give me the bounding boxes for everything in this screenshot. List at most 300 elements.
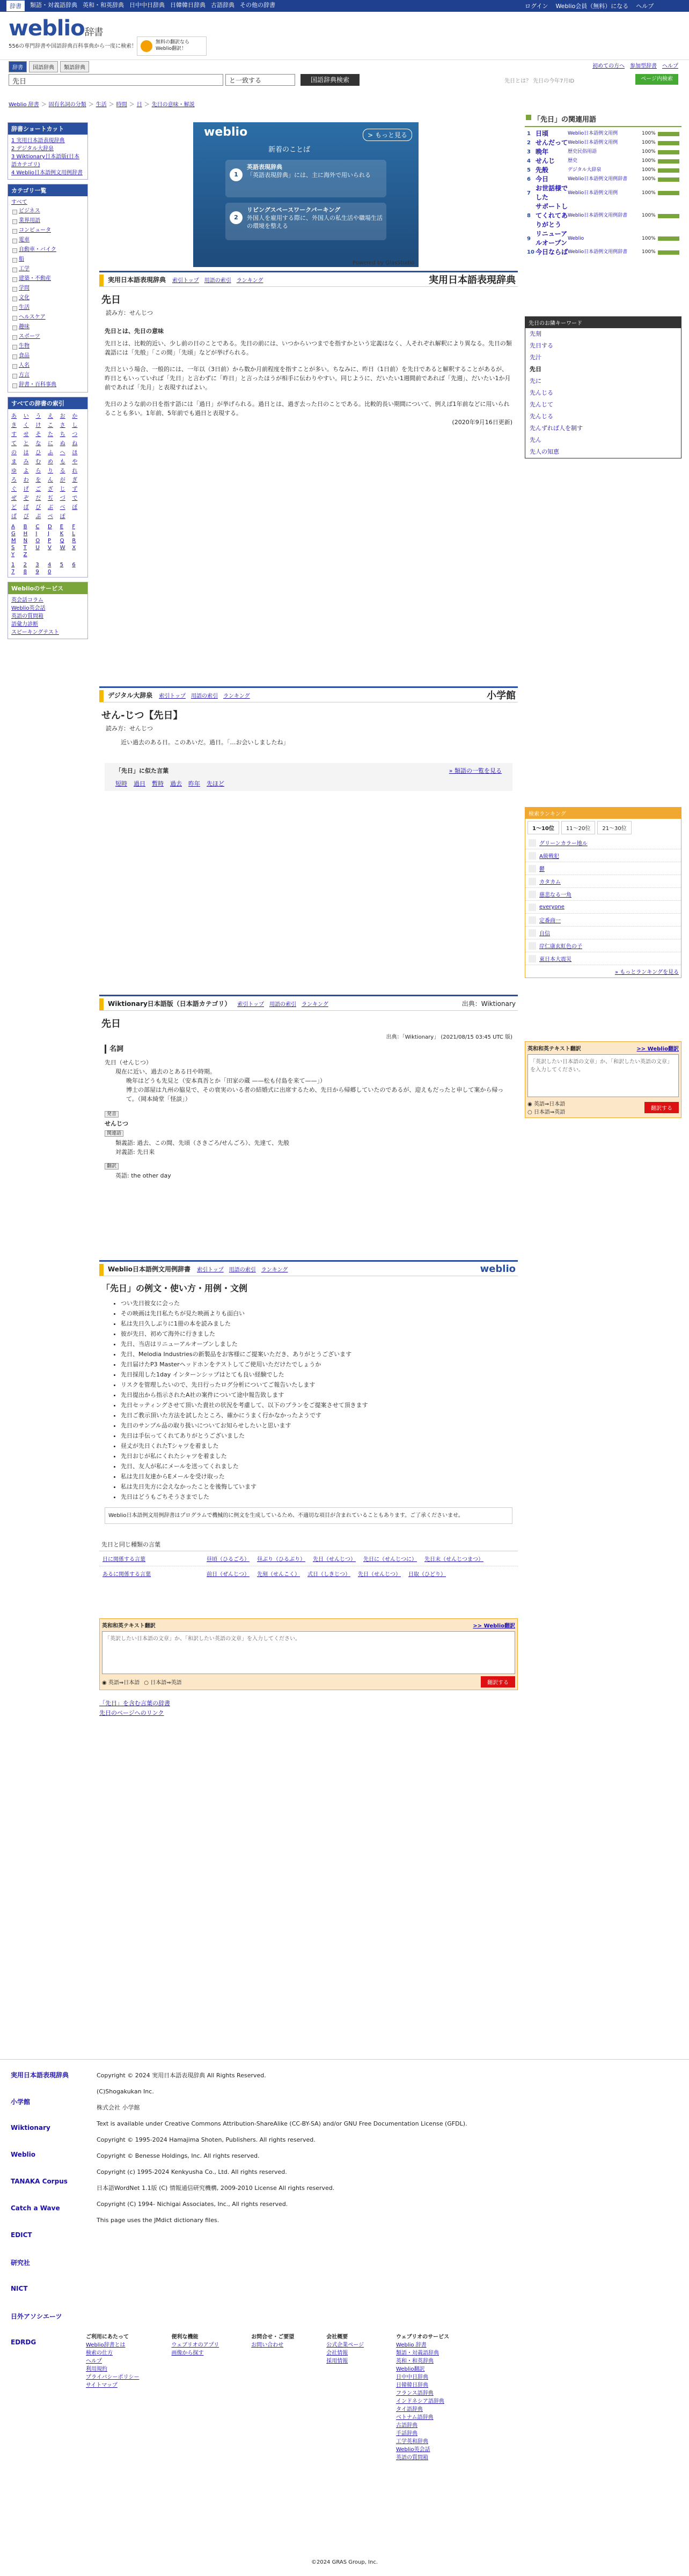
breadcrumb-item[interactable]: Weblio 辞書: [9, 102, 39, 108]
near-word[interactable]: 式日（しきじつ）: [307, 1572, 350, 1578]
num-index-link[interactable]: 0: [47, 569, 52, 575]
kana-index-link[interactable]: ゆ: [11, 468, 17, 474]
category-all[interactable]: すべて: [11, 199, 27, 205]
radio-ja-en[interactable]: ○ 日本語⇒英語: [527, 1109, 566, 1115]
footer-column-link[interactable]: Weblio辞書とは: [86, 2342, 126, 2348]
footer-logo[interactable]: Weblio: [11, 2151, 36, 2158]
related-word[interactable]: 今日ならば: [536, 248, 568, 256]
category-item[interactable]: 自動車・バイク: [11, 245, 84, 255]
keyword-item[interactable]: 先日: [530, 366, 541, 373]
search-input[interactable]: 先日: [9, 74, 223, 86]
alpha-index-link[interactable]: P: [47, 538, 52, 544]
kana-index-link[interactable]: ぜ: [11, 495, 17, 501]
near-word[interactable]: 昼頃（ひるごろ）: [207, 1557, 250, 1563]
kana-index-link[interactable]: お: [60, 413, 65, 419]
kana-index-link[interactable]: じ: [60, 486, 65, 492]
kana-index-link[interactable]: ぶ: [47, 505, 53, 510]
weblio-logo[interactable]: weblio辞書: [9, 16, 103, 41]
related-source[interactable]: Weblio日本語例文用例辞書: [568, 213, 628, 218]
category-item[interactable]: 学問: [11, 284, 84, 293]
kana-index-link[interactable]: ぽ: [60, 514, 65, 520]
related-word[interactable]: お世話様でした: [536, 184, 568, 201]
ranking-word[interactable]: 慈悲なる一角: [539, 892, 571, 898]
footer-column-link[interactable]: 公式企業ページ: [326, 2342, 364, 2348]
alpha-index-link[interactable]: H: [23, 531, 28, 537]
alpha-index-link[interactable]: M: [11, 538, 16, 544]
ranking-link[interactable]: ランキング: [261, 1267, 288, 1273]
related-item[interactable]: [527, 157, 679, 166]
translate-button[interactable]: 翻訳する: [644, 1102, 679, 1113]
footer-logo[interactable]: 小学館: [11, 2098, 31, 2106]
category-item[interactable]: 方言: [11, 371, 84, 380]
index-top-link[interactable]: 索引トップ: [159, 693, 186, 699]
kana-index-link[interactable]: は: [23, 450, 29, 456]
near-word[interactable]: 先刻（せんこく）: [257, 1572, 300, 1578]
alpha-index-link[interactable]: U: [35, 545, 40, 551]
top-right-link[interactable]: ログイン: [525, 3, 548, 10]
footer-column-link[interactable]: お問い合わせ: [251, 2342, 284, 2348]
related-word[interactable]: リニューアルオープン: [536, 230, 568, 247]
ranking-link[interactable]: ランキング: [236, 277, 263, 284]
category-item[interactable]: 趣味: [11, 322, 84, 332]
ranking-tab[interactable]: 11〜20位: [561, 821, 595, 834]
page-search-button[interactable]: ページ内検索: [635, 74, 678, 85]
top-nav-item[interactable]: 辞書: [6, 1, 25, 11]
footer-column-link[interactable]: 利用規約: [86, 2366, 107, 2372]
kana-index-link[interactable]: く: [23, 423, 29, 428]
translate-textarea[interactable]: 「英訳したい日本語の文章」か、「和訳したい英語の文章」を入力してください。: [527, 1054, 679, 1097]
kana-index-link[interactable]: に: [47, 441, 53, 447]
kana-index-link[interactable]: ん: [47, 477, 53, 483]
footer-link[interactable]: 「先日」を含む言葉の辞書: [99, 1700, 170, 1707]
near-word[interactable]: 日取（ひどり）: [408, 1572, 446, 1578]
kana-index-link[interactable]: る: [60, 468, 65, 474]
category-item[interactable]: ビジネス: [11, 206, 84, 216]
footer-column-link[interactable]: Weblio翻訳: [396, 2366, 425, 2372]
ranking-word[interactable]: everyone: [539, 904, 565, 910]
kana-index-link[interactable]: つ: [72, 432, 78, 438]
alpha-index-link[interactable]: F: [72, 524, 76, 530]
term-index-link[interactable]: 用語の索引: [204, 277, 231, 284]
service-link[interactable]: Weblio英会話: [11, 605, 46, 611]
kana-index-link[interactable]: や: [72, 459, 78, 465]
search-button[interactable]: 国語辞典検索: [300, 74, 360, 86]
related-word[interactable]: 先般: [536, 166, 549, 174]
kana-index-link[interactable]: む: [35, 459, 41, 465]
breadcrumb-item[interactable]: 固有名詞の分類: [48, 102, 86, 108]
category-item[interactable]: 食品: [11, 351, 84, 361]
alpha-index-link[interactable]: E: [60, 524, 63, 530]
footer-logo[interactable]: EDICT: [11, 2231, 32, 2239]
kana-index-link[interactable]: ぷ: [35, 514, 41, 520]
kana-index-link[interactable]: ひ: [35, 450, 41, 456]
alpha-index-link[interactable]: B: [23, 524, 27, 530]
near-word[interactable]: 先日末（せんじつまつ）: [424, 1557, 483, 1563]
related-word[interactable]: 今日: [536, 175, 549, 183]
footer-column-link[interactable]: 工学英和辞典: [396, 2439, 429, 2445]
kana-index-link[interactable]: も: [60, 459, 65, 465]
category-item[interactable]: 電車: [11, 235, 84, 245]
footer-logo[interactable]: 研究社: [11, 2259, 31, 2267]
ranking-item[interactable]: [525, 849, 681, 862]
radio-en-ja[interactable]: ◉ 英語⇒日本語: [102, 1680, 140, 1686]
related-item[interactable]: [527, 166, 679, 175]
search-tab[interactable]: 国語辞典: [29, 61, 58, 72]
footer-logo[interactable]: TANAKA Corpus: [11, 2178, 68, 2185]
kana-index-link[interactable]: ふ: [47, 450, 53, 456]
footer-logo[interactable]: Catch a Wave: [11, 2204, 60, 2212]
alpha-index-link[interactable]: X: [72, 545, 76, 551]
related-word[interactable]: せんじ: [536, 157, 555, 165]
alpha-index-link[interactable]: T: [23, 545, 27, 551]
kana-index-link[interactable]: き: [11, 423, 17, 428]
kana-index-link[interactable]: ほ: [72, 450, 78, 456]
kana-index-link[interactable]: て: [11, 441, 17, 447]
search-help-link[interactable]: 参加型辞書: [630, 63, 657, 69]
breadcrumb-item[interactable]: 生活: [96, 102, 107, 108]
kana-index-link[interactable]: ぺ: [47, 514, 53, 520]
near-word[interactable]: 昼ぶり（ひるぶり）: [257, 1557, 305, 1563]
ranking-link[interactable]: ランキング: [223, 693, 250, 699]
ad-banner[interactable]: [193, 122, 419, 267]
related-item[interactable]: [527, 138, 679, 147]
translate-link[interactable]: >> Weblio翻訳: [473, 1623, 515, 1629]
footer-column-link[interactable]: 手話辞典: [396, 2431, 418, 2437]
service-link[interactable]: 英語の質問箱: [11, 613, 43, 619]
category-item[interactable]: 生活: [11, 303, 84, 313]
kana-index-link[interactable]: が: [60, 477, 65, 483]
breadcrumb-item[interactable]: 先日の意味・解説: [151, 102, 195, 108]
kana-index-link[interactable]: な: [35, 441, 41, 447]
related-item[interactable]: [527, 175, 679, 184]
kana-index-link[interactable]: ご: [35, 486, 41, 492]
category-item[interactable]: 文化: [11, 293, 84, 303]
alpha-index-link[interactable]: O: [35, 538, 40, 544]
related-word[interactable]: サポートしてくれてありがとう: [536, 203, 568, 228]
num-index-link[interactable]: 5: [60, 562, 64, 568]
ranking-word[interactable]: A級戦犯: [539, 854, 559, 860]
top-nav-item[interactable]: 日中中日辞典: [129, 2, 165, 9]
alpha-index-link[interactable]: N: [23, 538, 28, 544]
footer-column-link[interactable]: 英和・和英辞典: [396, 2358, 434, 2364]
near-word[interactable]: 先日に（せんじつに）: [363, 1557, 417, 1563]
ranking-word[interactable]: 岸仁康玄虹色の子: [539, 944, 582, 950]
kana-index-link[interactable]: ぞ: [23, 495, 29, 501]
kana-index-link[interactable]: ね: [72, 441, 78, 447]
ranking-item[interactable]: [525, 952, 681, 965]
top-right-link[interactable]: ヘルプ: [636, 3, 654, 10]
alpha-index-link[interactable]: S: [11, 545, 15, 551]
top-nav-item[interactable]: 英和・和英辞典: [83, 2, 124, 9]
shortcut-item[interactable]: 4 Weblio日本語例文用例辞書: [11, 170, 83, 176]
related-source[interactable]: Weblio日本語例文用例: [568, 190, 618, 196]
keyword-item[interactable]: 先刻: [530, 330, 541, 337]
index-top-link[interactable]: 索引トップ: [197, 1267, 224, 1273]
kana-index-link[interactable]: ろ: [11, 477, 17, 483]
kana-index-link[interactable]: だ: [35, 495, 41, 501]
keyword-item[interactable]: 先んじて: [530, 401, 553, 408]
num-index-link[interactable]: 3: [35, 562, 39, 568]
ranking-item[interactable]: [525, 939, 681, 952]
related-source[interactable]: Weblio日本語例文用例辞書: [568, 176, 628, 182]
term-index-link[interactable]: 用語の索引: [229, 1267, 256, 1273]
ranking-tab[interactable]: 1〜10位: [527, 821, 559, 834]
translate-button[interactable]: 翻訳する: [481, 1676, 515, 1687]
kana-index-link[interactable]: り: [47, 468, 53, 474]
kana-index-link[interactable]: さ: [60, 423, 65, 428]
category-item[interactable]: 業界用語: [11, 216, 84, 226]
ranking-word[interactable]: グリーンカラー地ル: [539, 841, 588, 847]
similar-more-link[interactable]: » 類語の一覧を見る: [449, 767, 502, 774]
footer-column-link[interactable]: タイ語辞典: [396, 2407, 423, 2412]
footer-column-link[interactable]: ウェブリオのアプリ: [171, 2342, 219, 2348]
footer-column-link[interactable]: プライバシーポリシー: [86, 2374, 140, 2380]
shortcut-item[interactable]: 3 Wiktionary日本語版(日本語カテゴリ): [11, 154, 79, 168]
footer-column-link[interactable]: フランス語辞典: [396, 2390, 434, 2396]
related-source[interactable]: 歴史: [568, 158, 578, 164]
top-nav-item[interactable]: その他の辞書: [240, 2, 275, 9]
related-word[interactable]: 日頃: [536, 130, 549, 137]
keyword-item[interactable]: 先んじる: [530, 389, 553, 396]
alpha-index-link[interactable]: J: [47, 531, 49, 537]
keyword-item[interactable]: 先ん: [530, 436, 541, 443]
footer-column-link[interactable]: 採用情報: [326, 2358, 348, 2364]
kana-index-link[interactable]: ら: [35, 468, 41, 474]
ranking-item[interactable]: [525, 914, 681, 927]
keyword-item[interactable]: 先に: [530, 377, 541, 384]
kana-index-link[interactable]: べ: [60, 505, 65, 510]
ranking-item[interactable]: [525, 888, 681, 901]
ranking-item[interactable]: [525, 901, 681, 914]
breadcrumb-item[interactable]: 時間: [116, 102, 127, 108]
term-index-link[interactable]: 用語の索引: [269, 1001, 297, 1008]
breadcrumb-item[interactable]: 日: [136, 102, 142, 108]
keyword-item[interactable]: 先んずれば人を制す: [530, 425, 583, 432]
category-item[interactable]: 船: [11, 255, 84, 264]
num-index-link[interactable]: 2: [23, 562, 27, 568]
kana-index-link[interactable]: ぱ: [11, 514, 17, 520]
kana-index-link[interactable]: け: [35, 423, 41, 428]
alpha-index-link[interactable]: L: [72, 531, 75, 537]
keyword-item[interactable]: 先んじる: [530, 413, 553, 420]
related-item[interactable]: [527, 202, 679, 230]
search-help-link[interactable]: 初めての方へ: [592, 63, 625, 69]
kana-index-link[interactable]: ぬ: [60, 441, 65, 447]
ranking-link[interactable]: ランキング: [302, 1001, 328, 1008]
num-index-link[interactable]: 7: [11, 569, 15, 575]
related-item[interactable]: [527, 230, 679, 248]
related-source[interactable]: Weblio日本語例文用例: [568, 131, 618, 136]
category-item[interactable]: 建築・不動産: [11, 274, 84, 284]
related-source[interactable]: Weblio日本語例文用例: [568, 140, 618, 145]
category-item[interactable]: コンピュータ: [11, 226, 84, 235]
kana-index-link[interactable]: こ: [47, 423, 53, 428]
related-word[interactable]: 晩年: [536, 148, 549, 156]
top-nav-item[interactable]: 類語・対義語辞典: [30, 2, 77, 9]
footer-logo[interactable]: NICT: [11, 2285, 28, 2292]
ranking-item[interactable]: [525, 927, 681, 939]
keyword-item[interactable]: 先汁: [530, 354, 541, 361]
similar-word[interactable]: 昨年: [188, 780, 200, 787]
ranking-word[interactable]: 定番商一: [539, 918, 561, 924]
footer-column-link[interactable]: Weblio 辞書: [396, 2342, 427, 2348]
kana-index-link[interactable]: を: [35, 477, 41, 483]
footer-column-link[interactable]: 類語・対義語辞典: [396, 2350, 439, 2356]
kana-index-link[interactable]: ば: [23, 505, 29, 510]
alpha-index-link[interactable]: I: [35, 531, 38, 537]
kana-index-link[interactable]: め: [47, 459, 53, 465]
similar-word[interactable]: 短時: [115, 780, 127, 787]
kana-index-link[interactable]: の: [11, 450, 17, 456]
similar-word[interactable]: 暫時: [152, 780, 164, 787]
num-index-link[interactable]: 1: [11, 562, 15, 568]
kana-index-link[interactable]: た: [47, 432, 53, 438]
footer-logo[interactable]: 実用日本語表現辞典: [11, 2071, 69, 2079]
footer-column-link[interactable]: 検索の仕方: [86, 2350, 113, 2356]
footer-column-link[interactable]: 日中中日辞典: [396, 2374, 429, 2380]
kana-index-link[interactable]: よ: [23, 468, 29, 474]
kana-index-link[interactable]: す: [11, 432, 17, 438]
footer-column-link[interactable]: ベトナム語辞典: [396, 2415, 434, 2420]
footer-logo[interactable]: Wiktionary: [11, 2124, 50, 2131]
num-index-link[interactable]: 9: [35, 569, 39, 575]
shortcut-item[interactable]: 1 実用日本語表現辞典: [11, 138, 65, 144]
kana-index-link[interactable]: か: [72, 413, 78, 419]
footer-column-link[interactable]: インドネシア語辞典: [396, 2399, 444, 2404]
kana-index-link[interactable]: い: [23, 413, 29, 419]
num-index-link[interactable]: 6: [72, 562, 76, 568]
alpha-index-link[interactable]: V: [47, 545, 52, 551]
footer-column-link[interactable]: 日韓韓日辞典: [396, 2382, 429, 2388]
ranking-word[interactable]: 自信: [539, 931, 550, 937]
ranking-item[interactable]: [525, 837, 681, 849]
kana-index-link[interactable]: あ: [11, 413, 17, 419]
match-select[interactable]: と一致する: [225, 74, 295, 86]
kana-index-link[interactable]: ち: [60, 432, 65, 438]
ranking-word[interactable]: カタカム: [539, 879, 561, 885]
near-label[interactable]: 日に関係する言葉: [102, 1557, 145, 1563]
footer-column-link[interactable]: ヘルプ: [86, 2358, 102, 2364]
related-source[interactable]: 歴史民俗用語: [568, 149, 597, 154]
alpha-index-link[interactable]: D: [47, 524, 52, 530]
category-item[interactable]: 辞書・百科事典: [11, 380, 84, 390]
top-nav-item[interactable]: 日韓韓日辞典: [170, 2, 206, 9]
num-index-link[interactable]: 8: [23, 569, 27, 575]
related-item[interactable]: [527, 147, 679, 157]
category-item[interactable]: ヘルスケア: [11, 313, 84, 322]
footer-column-link[interactable]: 英語の質問箱: [396, 2455, 429, 2461]
alpha-index-link[interactable]: A: [11, 524, 15, 530]
radio-en-ja[interactable]: ◉ 英語⇒日本語: [527, 1101, 566, 1107]
footer-column-link[interactable]: 会社情報: [326, 2350, 348, 2356]
index-top-link[interactable]: 索引トップ: [237, 1001, 265, 1008]
alpha-index-link[interactable]: R: [72, 538, 76, 544]
service-link[interactable]: 語彙力診断: [11, 621, 38, 627]
kana-index-link[interactable]: そ: [35, 432, 41, 438]
near-word[interactable]: 先日（せんじつ）: [358, 1572, 401, 1578]
ranking-tab[interactable]: 21〜30位: [597, 821, 631, 834]
related-word[interactable]: せんだって: [536, 139, 568, 146]
top-nav-item[interactable]: 古語辞典: [211, 2, 234, 9]
kana-index-link[interactable]: ぼ: [72, 505, 78, 510]
kana-index-link[interactable]: ぢ: [47, 495, 53, 501]
kana-index-link[interactable]: ざ: [47, 486, 53, 492]
similar-word[interactable]: 過去: [170, 780, 182, 787]
kana-index-link[interactable]: わ: [23, 477, 29, 483]
related-item[interactable]: [527, 184, 679, 202]
footer-logo[interactable]: 日外アソシエーツ: [11, 2313, 62, 2320]
kana-index-link[interactable]: げ: [23, 486, 29, 492]
footer-column-link[interactable]: 画像から探す: [171, 2350, 204, 2356]
shortcut-item[interactable]: 2 デジタル大辞泉: [11, 146, 54, 152]
kana-index-link[interactable]: み: [23, 459, 29, 465]
radio-ja-en[interactable]: ○ 日本語⇒英語: [144, 1680, 182, 1686]
related-item[interactable]: [527, 248, 679, 257]
keyword-item[interactable]: 先人の知恵: [530, 448, 559, 455]
num-index-link[interactable]: 4: [47, 562, 52, 568]
related-source[interactable]: Weblio: [568, 235, 584, 241]
kana-index-link[interactable]: ぐ: [11, 486, 17, 492]
ranking-item[interactable]: [525, 875, 681, 888]
kana-index-link[interactable]: と: [23, 441, 29, 447]
kana-index-link[interactable]: れ: [72, 468, 78, 474]
footer-column-link[interactable]: サイトマップ: [86, 2382, 118, 2388]
top-right-link[interactable]: Weblio会員（無料）になる: [555, 3, 629, 10]
ranking-word[interactable]: 東日本大震災: [539, 957, 571, 963]
term-index-link[interactable]: 用語の索引: [190, 693, 218, 699]
category-item[interactable]: 人名: [11, 361, 84, 371]
footer-column-link[interactable]: Weblio英会話: [396, 2447, 430, 2453]
translate-link[interactable]: >> Weblio翻訳: [636, 1046, 679, 1052]
kana-index-link[interactable]: へ: [60, 450, 65, 456]
category-item[interactable]: 工学: [11, 264, 84, 274]
alpha-index-link[interactable]: W: [60, 545, 65, 551]
footer-column-link[interactable]: 古語辞典: [396, 2423, 418, 2429]
similar-word[interactable]: 先ほど: [207, 780, 224, 787]
kana-index-link[interactable]: し: [72, 423, 78, 428]
ranking-item[interactable]: [525, 862, 681, 875]
related-source[interactable]: Weblio日本語例文用例辞書: [568, 249, 628, 255]
near-label[interactable]: あるに関係する言葉: [102, 1572, 151, 1578]
kana-index-link[interactable]: え: [47, 413, 53, 419]
kana-index-link[interactable]: び: [35, 505, 41, 510]
kana-index-link[interactable]: う: [35, 413, 41, 419]
alpha-index-link[interactable]: Z: [23, 552, 27, 558]
ranking-word[interactable]: 鬱: [539, 867, 545, 872]
ad-more-button[interactable]: > もっと見る: [363, 129, 412, 141]
alpha-index-link[interactable]: G: [11, 531, 16, 537]
ranking-more-link[interactable]: » もっとランキングを見る: [615, 969, 679, 975]
kana-index-link[interactable]: づ: [60, 495, 65, 501]
search-tab[interactable]: 辞書: [9, 61, 27, 72]
service-link[interactable]: スピーキングテスト: [11, 630, 59, 635]
kana-index-link[interactable]: ず: [72, 486, 78, 492]
index-top-link[interactable]: 索引トップ: [172, 277, 199, 284]
promo-banner[interactable]: 無料の翻訳ならWeblio翻訳！: [137, 36, 207, 56]
near-word[interactable]: 前日（ぜんじつ）: [207, 1572, 250, 1578]
kana-index-link[interactable]: ぎ: [72, 477, 78, 483]
translate-textarea[interactable]: 「英訳したい日本語の文章」か、「和訳したい英語の文章」を入力してください。: [102, 1631, 515, 1674]
similar-word[interactable]: 過日: [134, 780, 145, 787]
near-word[interactable]: 先日（せんじつ）: [313, 1557, 356, 1563]
service-link[interactable]: 英会話コラム: [11, 597, 43, 603]
related-item[interactable]: [527, 129, 679, 138]
kana-index-link[interactable]: ぴ: [23, 514, 29, 520]
kana-index-link[interactable]: で: [72, 495, 78, 501]
kana-index-link[interactable]: せ: [23, 432, 29, 438]
search-tab[interactable]: 類語辞典: [60, 61, 89, 72]
footer-logo[interactable]: EDRDG: [11, 2338, 36, 2346]
